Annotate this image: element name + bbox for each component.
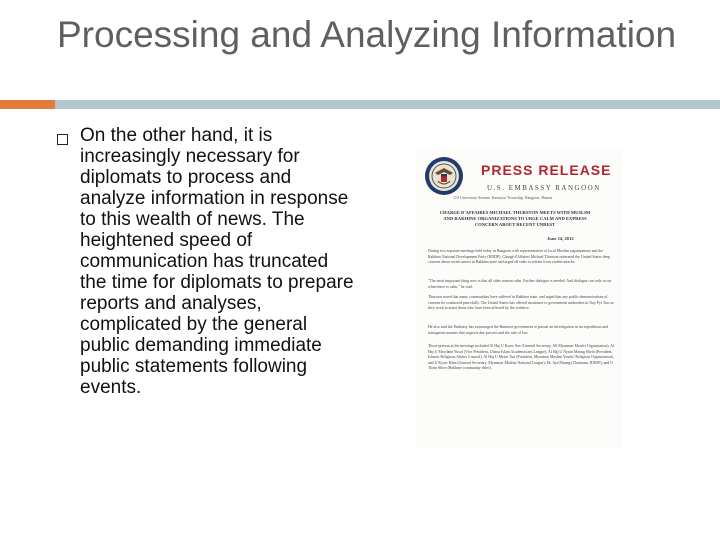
embassy-seal-icon	[424, 156, 464, 196]
title-divider-bar	[55, 100, 720, 109]
press-release-image	[417, 148, 622, 448]
press-release-paragraph: He also said the Embassy has encouraged the Burmese government to pursue an investigation in an expeditious and transparent manner that respects due process and the rule of law.	[428, 325, 609, 335]
title-accent-bar	[0, 100, 55, 109]
press-release-paragraph: Thurston noted that many communities have suffered in Rakhine state, and urged that any public demonstrations of concern be conducted peacefully. The United States has offered assistance to government authorities in Nay Pyi Taw as they work to assist those who have been affected by the violence.	[428, 295, 614, 311]
press-release-embassy: U.S. EMBASSY RANGOON	[487, 184, 601, 192]
press-release-title: PRESS RELEASE	[481, 162, 612, 178]
press-release-date: June 14, 2012	[547, 236, 574, 241]
press-release-headline: CHARGE D'AFFAIRES MICHAEL THURSTON MEETS WITH MUSLIM AND RAKHINE ORGANIZATIONS TO URGE CALM AND EXPRESS CONCERN ABOUT RECENT UNREST	[439, 210, 591, 227]
press-release-address: 110 University Avenue, Kamayut Township, Rangoon, Burma	[453, 195, 553, 200]
press-release-paragraph: "The most important thing now is that all sides remain calm. Further dialogue is needed. And dialogue can only occur when there is calm," he said.	[428, 279, 612, 289]
bullet-square-icon	[57, 134, 68, 145]
slide-title: Processing and Analyzing Information	[57, 14, 677, 55]
press-release-paragraph: Those present at the meetings included Al Haj U Kyaw Soe (General Secretary, All Myanmar Moulvi Organization), Al Haj U Mowlana Yusuf (Vice President, Ulama Islam Academicians League), Al Haj U Nyunt Maung Shein (President, Islamic Religious Affairs Council), Al Haj U Myint Tun (President, Myanmar Muslim Youths' Religious Organization), and U Kyaw Khin (General Secretary, Myanmar Muslim National League); Dr. Aye Maung (Chairman, RNDP), and U Thein Shwe (Rakhine community elder).	[428, 344, 615, 371]
slide-body-text: On the other hand, it is increasingly necessary for diplomats to process and analyze information in response to this wealth of news. The heightened speed of communication has truncated the time for diplomats to prepare reports and analyses, complicated by the general public demanding immediate public statements following events.	[80, 125, 354, 398]
press-release-paragraph: During two separate meetings held today in Rangoon with representatives of local Muslim organizations and the Rakhine National Development Party (RNDP), Chargé d'Affaires Michael Thurston reiterated the United States deep concern about recent unrest in Rakhine state and urged all sides to refrain from violent attacks.	[428, 249, 610, 265]
